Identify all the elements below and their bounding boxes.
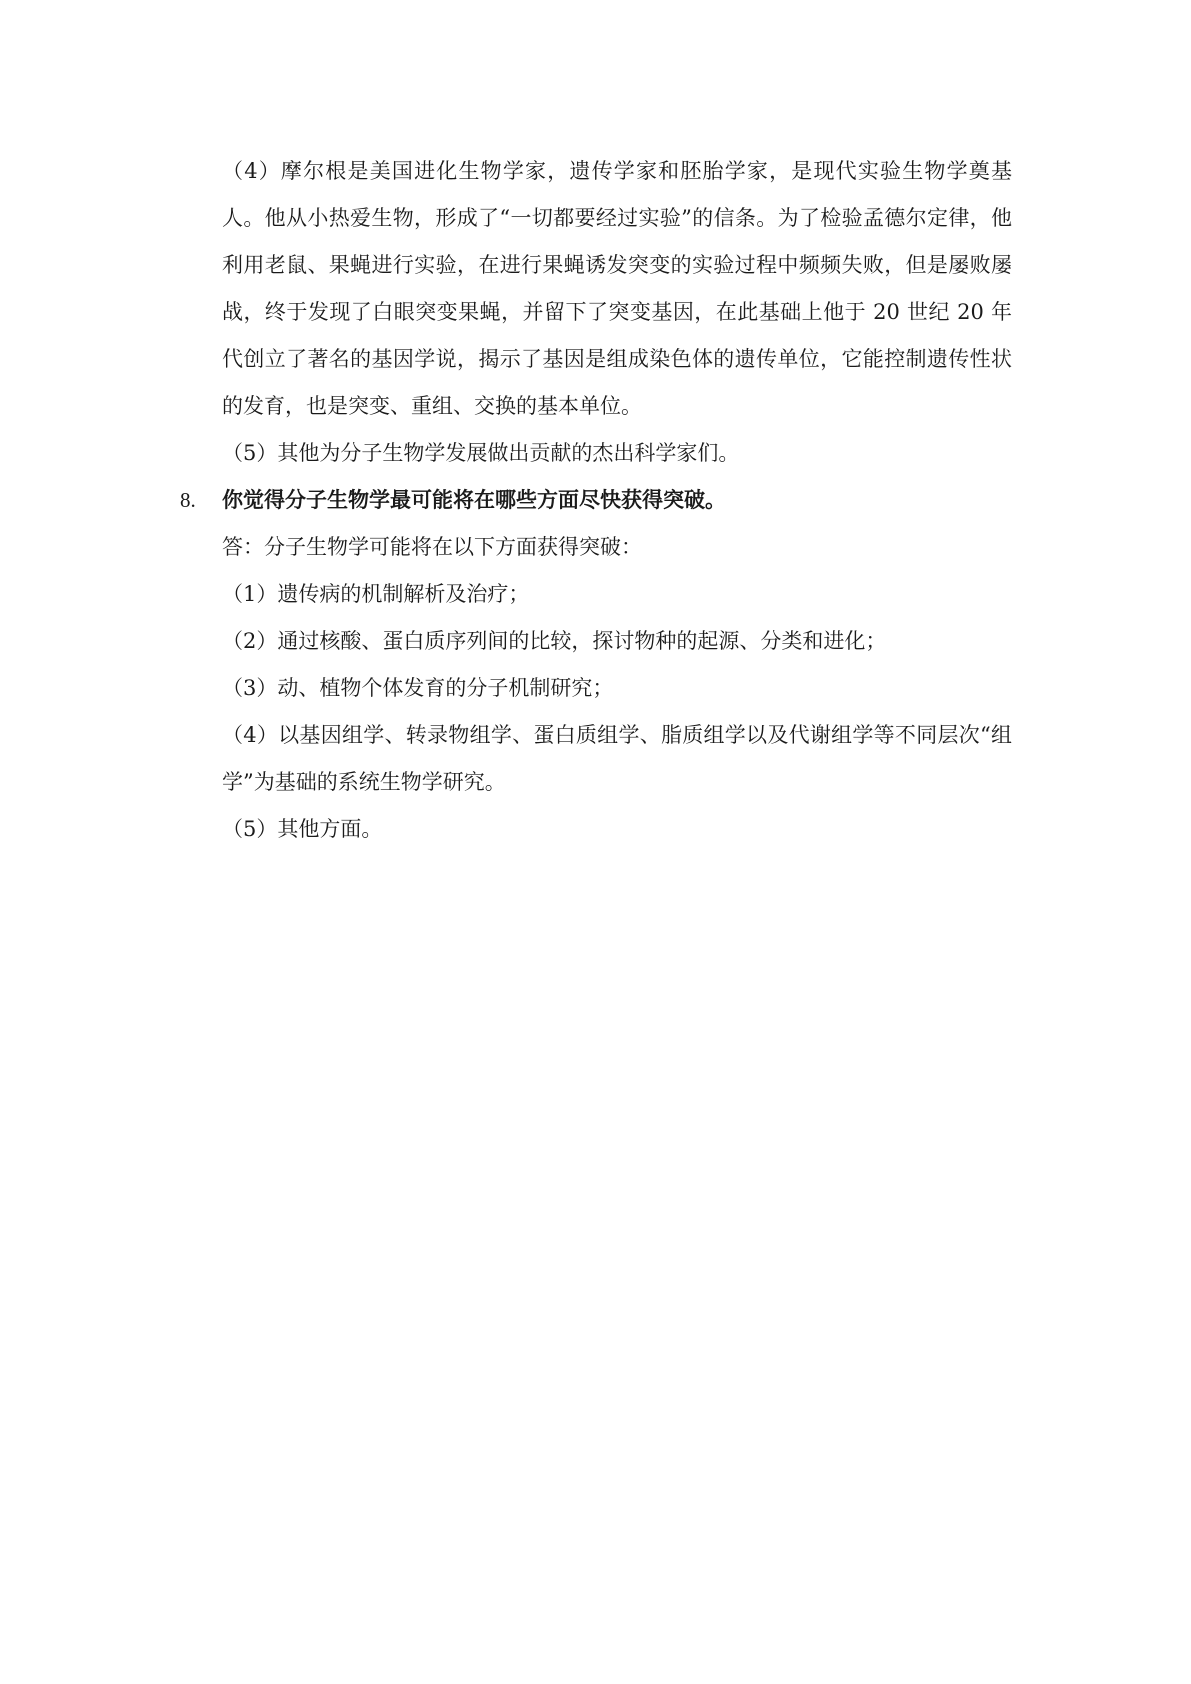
question-8 [180,477,1012,524]
question-number: 8. [180,488,196,512]
answer-item-2: （2）通过核酸、蛋白质序列间的比较，探讨物种的起源、分类和进化； [222,629,887,653]
answer-item-1: （1）遗传病的机制解析及治疗； [222,582,530,606]
page-content [180,148,1012,853]
answer-intro: 答：分子生物学可能将在以下方面获得突破： [222,535,642,559]
paragraph-other-scientists: （5）其他为分子生物学发展做出贡献的杰出科学家们。 [222,441,740,465]
answer-item-4: （4）以基因组学、转录物组学、蛋白质组学、脂质组学以及代谢组学等不同层次“组学”为基础的系统生物学研究。 [222,723,1012,794]
answer-item-3: （3）动、植物个体发育的分子机制研究； [222,676,614,700]
paragraph-morgan: （4）摩尔根是美国进化生物学家，遗传学家和胚胎学家，是现代实验生物学奠基人。他从小热爱生物，形成了“一切都要经过实验”的信条。为了检验孟德尔定律，他利用老鼠、果蝇进行实验，在进行果蝇诱发突变的实验过程中频频失败，但是屡败屡战，终于发现了白眼突变果蝇，并留下了突变基因，在此基础上他于 20 世纪 20 年代创立了著名的基因学说，揭示了基因是组成染色体的遗传单位，它能控制遗传性状的发育，也是突变、重组、交换的基本单位。 [222,159,1012,418]
answer-item-5: （5）其他方面。 [222,817,383,841]
question-text: 你觉得分子生物学最可能将在哪些方面尽快获得突破。 [222,488,726,512]
